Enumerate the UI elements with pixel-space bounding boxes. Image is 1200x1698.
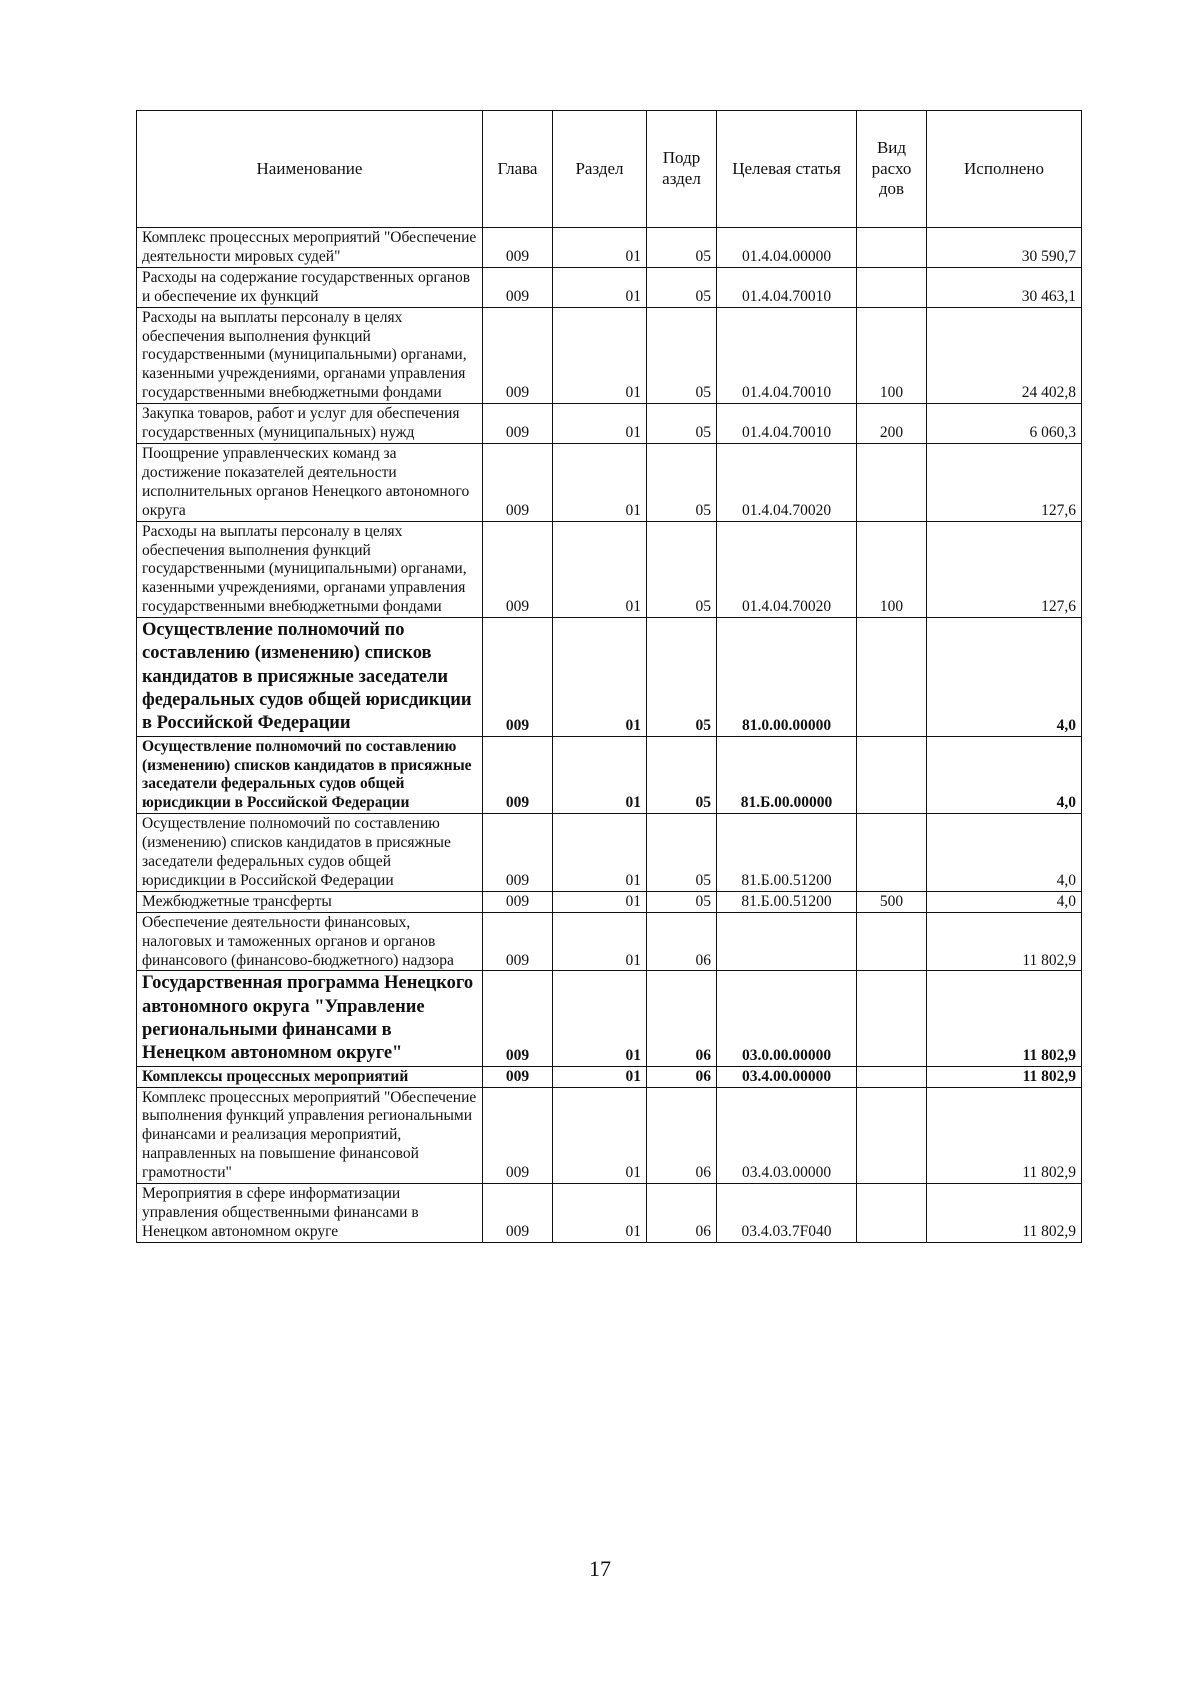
row-ispolneno-cell: 24 402,8 [927, 307, 1082, 404]
row-vid-cell [857, 443, 927, 521]
row-glava-cell: 009 [483, 1066, 553, 1087]
row-podrazdel-cell: 05 [647, 891, 717, 912]
row-razdel-cell: 01 [553, 404, 647, 444]
table-row [137, 443, 1082, 521]
row-vid-cell [857, 1066, 927, 1087]
table-row [137, 521, 1082, 618]
row-podrazdel-cell: 05 [647, 267, 717, 307]
row-celevaya-cell: 03.4.03.00000 [717, 1087, 857, 1184]
row-ispolneno-cell: 4,0 [927, 891, 1082, 912]
row-ispolneno-cell: 4,0 [927, 814, 1082, 892]
row-podrazdel-cell: 05 [647, 521, 717, 618]
header-name: Наименование [137, 111, 483, 228]
row-vid-cell [857, 1087, 927, 1184]
row-vid-cell [857, 814, 927, 892]
table-row [137, 404, 1082, 444]
row-name-cell: Расходы на выплаты персоналу в целях обеспечения выполнения функций государственными (муниципальными) органами, казенными учреждениями, органами управления государственными внебюджетными фондами [137, 521, 483, 618]
row-ispolneno-cell: 4,0 [927, 618, 1082, 736]
budget-table [136, 110, 1082, 1243]
row-razdel-cell: 01 [553, 1087, 647, 1184]
row-ispolneno-cell: 11 802,9 [927, 1066, 1082, 1087]
row-name-cell: Обеспечение деятельности финансовых, налоговых и таможенных органов и органов финансового (финансово-бюджетного) надзора [137, 912, 483, 971]
row-celevaya-cell: 01.4.04.70020 [717, 521, 857, 618]
row-glava-cell: 009 [483, 618, 553, 736]
row-celevaya-cell: 03.4.03.7F040 [717, 1184, 857, 1243]
row-glava-cell: 009 [483, 443, 553, 521]
row-razdel-cell: 01 [553, 1066, 647, 1087]
row-glava-cell: 009 [483, 228, 553, 268]
row-vid-cell [857, 1184, 927, 1243]
header-celevaya-statya: Целевая статья [717, 111, 857, 228]
row-celevaya-cell: 81.0.00.00000 [717, 618, 857, 736]
table-body [137, 228, 1082, 1243]
row-ispolneno-cell: 4,0 [927, 736, 1082, 814]
row-ispolneno-cell: 127,6 [927, 521, 1082, 618]
row-vid-cell: 200 [857, 404, 927, 444]
row-vid-cell [857, 228, 927, 268]
row-ispolneno-cell: 11 802,9 [927, 1087, 1082, 1184]
row-celevaya-cell [717, 912, 857, 971]
table-row [137, 891, 1082, 912]
row-glava-cell: 009 [483, 912, 553, 971]
table-row [137, 307, 1082, 404]
row-celevaya-cell: 81.Б.00.51200 [717, 814, 857, 892]
table-row [137, 228, 1082, 268]
row-vid-cell: 500 [857, 891, 927, 912]
row-glava-cell: 009 [483, 814, 553, 892]
row-name-cell: Государственная программа Ненецкого автономного округа "Управление региональными финансами в Ненецком автономном округе" [137, 971, 483, 1066]
row-razdel-cell: 01 [553, 521, 647, 618]
header-podrazdel: Подр аздел [647, 111, 717, 228]
row-name-cell: Комплекс процессных мероприятий "Обеспечение выполнения функций управления региональными финансами и реализация мероприятий, направленных на повышение финансовой грамотности" [137, 1087, 483, 1184]
header-glava: Глава [483, 111, 553, 228]
row-celevaya-cell: 81.Б.00.00000 [717, 736, 857, 814]
row-razdel-cell: 01 [553, 307, 647, 404]
table-row [137, 1087, 1082, 1184]
row-razdel-cell: 01 [553, 443, 647, 521]
row-glava-cell: 009 [483, 971, 553, 1066]
row-razdel-cell: 01 [553, 618, 647, 736]
row-razdel-cell: 01 [553, 228, 647, 268]
row-podrazdel-cell: 05 [647, 618, 717, 736]
row-podrazdel-cell: 05 [647, 228, 717, 268]
row-glava-cell: 009 [483, 1087, 553, 1184]
table-row [137, 1184, 1082, 1243]
row-name-cell: Расходы на содержание государственных органов и обеспечение их функций [137, 267, 483, 307]
row-vid-cell [857, 267, 927, 307]
row-ispolneno-cell: 127,6 [927, 443, 1082, 521]
table-row [137, 814, 1082, 892]
row-podrazdel-cell: 06 [647, 1066, 717, 1087]
row-glava-cell: 009 [483, 267, 553, 307]
row-vid-cell [857, 971, 927, 1066]
table-row [137, 736, 1082, 814]
row-name-cell: Осуществление полномочий по составлению (изменению) списков кандидатов в присяжные заседатели федеральных судов общей юрисдикции в Российской Федерации [137, 618, 483, 736]
row-podrazdel-cell: 05 [647, 404, 717, 444]
table-row [137, 912, 1082, 971]
row-podrazdel-cell: 06 [647, 1184, 717, 1243]
row-vid-cell: 100 [857, 307, 927, 404]
row-ispolneno-cell: 30 590,7 [927, 228, 1082, 268]
row-glava-cell: 009 [483, 736, 553, 814]
row-glava-cell: 009 [483, 404, 553, 444]
row-vid-cell [857, 618, 927, 736]
row-name-cell: Комплекс процессных мероприятий "Обеспечение деятельности мировых судей" [137, 228, 483, 268]
row-vid-cell [857, 736, 927, 814]
row-name-cell: Расходы на выплаты персоналу в целях обеспечения выполнения функций государственными (муниципальными) органами, казенными учреждениями, органами управления государственными внебюджетными фондами [137, 307, 483, 404]
row-ispolneno-cell: 6 060,3 [927, 404, 1082, 444]
row-podrazdel-cell: 06 [647, 912, 717, 971]
table-row [137, 618, 1082, 736]
row-celevaya-cell: 01.4.04.00000 [717, 228, 857, 268]
row-glava-cell: 009 [483, 891, 553, 912]
table-row [137, 267, 1082, 307]
row-name-cell: Межбюджетные трансферты [137, 891, 483, 912]
row-vid-cell: 100 [857, 521, 927, 618]
row-celevaya-cell: 01.4.04.70010 [717, 267, 857, 307]
row-podrazdel-cell: 05 [647, 307, 717, 404]
page-number: 17 [589, 1556, 611, 1581]
row-name-cell: Поощрение управленческих команд за достижение показателей деятельности исполнительных органов Ненецкого автономного округа [137, 443, 483, 521]
row-vid-cell [857, 912, 927, 971]
row-razdel-cell: 01 [553, 267, 647, 307]
row-name-cell: Закупка товаров, работ и услуг для обеспечения государственных (муниципальных) нужд [137, 404, 483, 444]
row-podrazdel-cell: 06 [647, 971, 717, 1066]
row-name-cell: Осуществление полномочий по составлению (изменению) списков кандидатов в присяжные заседатели федеральных судов общей юрисдикции в Российской Федерации [137, 736, 483, 814]
row-name-cell: Комплексы процессных мероприятий [137, 1066, 483, 1087]
row-razdel-cell: 01 [553, 912, 647, 971]
row-razdel-cell: 01 [553, 971, 647, 1066]
row-celevaya-cell: 81.Б.00.51200 [717, 891, 857, 912]
header-vid-rashodov: Вид расхо дов [857, 111, 927, 228]
row-podrazdel-cell: 05 [647, 736, 717, 814]
table-row [137, 1066, 1082, 1087]
row-glava-cell: 009 [483, 1184, 553, 1243]
row-ispolneno-cell: 11 802,9 [927, 912, 1082, 971]
row-ispolneno-cell: 11 802,9 [927, 1184, 1082, 1243]
header-ispolneno: Исполнено [927, 111, 1082, 228]
row-glava-cell: 009 [483, 521, 553, 618]
row-name-cell: Мероприятия в сфере информатизации управления общественными финансами в Ненецком автономном округе [137, 1184, 483, 1243]
row-razdel-cell: 01 [553, 736, 647, 814]
row-celevaya-cell: 01.4.04.70010 [717, 404, 857, 444]
row-celevaya-cell: 01.4.04.70010 [717, 307, 857, 404]
row-glava-cell: 009 [483, 307, 553, 404]
row-name-cell: Осуществление полномочий по составлению (изменению) списков кандидатов в присяжные заседатели федеральных судов общей юрисдикции в Российской Федерации [137, 814, 483, 892]
row-razdel-cell: 01 [553, 814, 647, 892]
row-podrazdel-cell: 06 [647, 1087, 717, 1184]
row-ispolneno-cell: 30 463,1 [927, 267, 1082, 307]
row-celevaya-cell: 03.0.00.00000 [717, 971, 857, 1066]
row-podrazdel-cell: 05 [647, 443, 717, 521]
table-row [137, 971, 1082, 1066]
row-ispolneno-cell: 11 802,9 [927, 971, 1082, 1066]
header-razdel: Раздел [553, 111, 647, 228]
row-celevaya-cell: 03.4.00.00000 [717, 1066, 857, 1087]
row-razdel-cell: 01 [553, 891, 647, 912]
row-celevaya-cell: 01.4.04.70020 [717, 443, 857, 521]
row-razdel-cell: 01 [553, 1184, 647, 1243]
row-podrazdel-cell: 05 [647, 814, 717, 892]
table-header-row [137, 111, 1082, 228]
